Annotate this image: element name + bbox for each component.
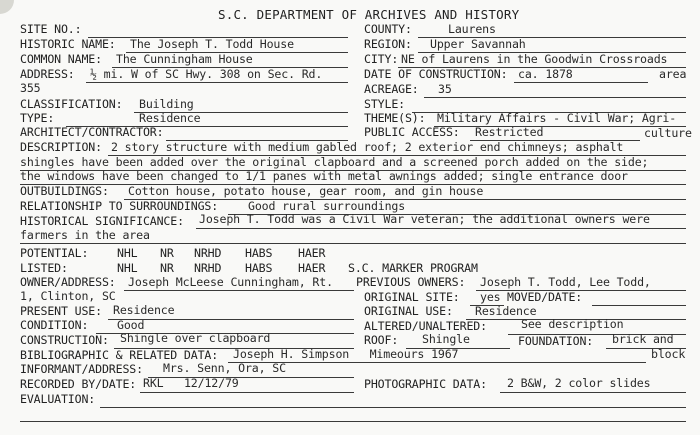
marker-program-label: S.C. MARKER PROGRAM — [348, 261, 478, 275]
date-construction-line — [514, 82, 648, 83]
historical-significance-rule-1 — [196, 228, 686, 229]
informant-value: Mrs. Senn, Ora, SC — [163, 361, 286, 375]
moved-date-line — [592, 305, 686, 306]
historical-significance-label: HISTORICAL SIGNIFICANCE: — [20, 214, 184, 228]
photographic-value: 2 B&W, 2 color slides — [507, 376, 651, 390]
architect-label: ARCHITECT/CONTRACTOR: — [20, 125, 164, 139]
evaluation-label: EVALUATION: — [20, 392, 96, 406]
original-site-label: ORIGINAL SITE: — [364, 290, 460, 304]
outbuildings-label: OUTBUILDINGS: — [20, 184, 109, 198]
owner-address-line — [124, 290, 354, 291]
original-site-value: yes — [480, 290, 501, 304]
address-line — [86, 82, 348, 83]
date-construction-value: ca. 1878 — [518, 67, 573, 81]
county-label: COUNTY: — [364, 22, 412, 36]
date-construction-label: DATE OF CONSTRUCTION: — [364, 67, 508, 81]
foundation-value: brick and — [612, 332, 674, 346]
condition-label: CONDITION: — [20, 318, 89, 332]
construction-label: CONSTRUCTION: — [20, 333, 109, 347]
type-value: Residence — [139, 111, 201, 125]
form-header: S.C. DEPARTMENT OF ARCHIVES AND HISTORY — [218, 7, 520, 22]
evaluation-line-2 — [20, 421, 686, 422]
acreage-label: ACREAGE: — [364, 82, 419, 96]
listed-option-nrhd: NRHD — [194, 261, 222, 275]
roof-label: ROOF: — [364, 333, 399, 347]
region-label: REGION: — [364, 37, 412, 51]
address-value-continued: 355 — [20, 81, 41, 95]
condition-value: Good — [117, 318, 145, 332]
listed-option-nr: NR — [160, 261, 174, 275]
evaluation-line — [100, 407, 686, 408]
historical-significance-rule-2 — [20, 243, 686, 244]
classification-label: CLASSIFICATION: — [20, 97, 123, 111]
theme-value: Military Affairs - Civil War; Agri- — [437, 111, 677, 125]
acreage-value: 35 — [438, 82, 452, 96]
classification-value: Building — [139, 97, 194, 111]
photographic-label: PHOTOGRAPHIC DATA: — [364, 377, 487, 391]
potential-option-nhl: NHL — [117, 246, 138, 260]
public-access-value: Restricted — [475, 125, 544, 139]
city-label: CITY: — [364, 52, 399, 66]
informant-label: INFORMANT/ADDRESS: — [20, 362, 143, 376]
historical-significance-line-2: farmers in the area — [20, 228, 150, 242]
altered-value: See description — [521, 317, 624, 331]
foundation-value-continued: block — [651, 347, 686, 361]
bibliographic-value: Joseph H. Simpson Mimeours 1967 — [233, 347, 459, 361]
relationship-value: Good rural surroundings — [248, 199, 406, 213]
outbuildings-value: Cotton house, potato house, gear room, and gin house — [128, 184, 484, 198]
historic-name-value: The Joseph T. Todd House — [130, 37, 294, 51]
roof-value: Shingle — [422, 332, 470, 346]
county-value: Laurens — [448, 22, 496, 36]
potential-option-haer: HAER — [298, 246, 326, 260]
bibliographic-label: BIBLIOGRAPHIC & RELATED DATA: — [20, 348, 219, 362]
recorded-by-value: RKL 12/12/79 — [143, 376, 239, 390]
owner-address-continued: 1, Clinton, SC — [20, 289, 116, 303]
owner-address-label: OWNER/ADDRESS: — [20, 275, 116, 289]
owner-address-value: Joseph McLeese Cunningham, Rt. — [128, 275, 333, 289]
acreage-line — [424, 97, 686, 98]
original-use-value: Residence — [475, 304, 537, 318]
description-label: DESCRIPTION: — [20, 140, 102, 154]
recorded-by-label: RECORDED BY/DATE: — [20, 377, 137, 391]
theme-label: THEME(S): — [364, 111, 426, 125]
common-name-label: COMMON NAME: — [20, 52, 102, 66]
type-label: TYPE: — [20, 111, 55, 125]
present-use-label: PRESENT USE: — [20, 304, 102, 318]
listed-label: LISTED: — [20, 261, 68, 275]
present-use-value: Residence — [113, 303, 175, 317]
listed-option-nhl: NHL — [117, 261, 138, 275]
construction-value: Shingle over clapboard — [120, 331, 271, 345]
bibliographic-line — [228, 362, 646, 363]
region-value: Upper Savannah — [430, 37, 526, 51]
city-value-continued: area — [659, 67, 687, 81]
description-line-1: 2 story structure with medium gabled roof; 2 exterior end chimneys; asphalt — [111, 140, 624, 154]
historical-significance-line-1: Joseph T. Todd was a Civil War veteran; the additional owners were — [199, 212, 650, 226]
present-use-line — [108, 319, 354, 320]
address-label: ADDRESS: — [20, 67, 75, 81]
moved-date-label: MOVED/DATE: — [507, 290, 583, 304]
listed-option-habs: HABS — [245, 261, 273, 275]
description-line-3: the windows have been changed to 1/1 panes with metal awnings added; single entrance door — [20, 169, 628, 183]
description-line-2: shingles have been added over the original clapboard and a screened porch added on the side; — [20, 155, 649, 169]
previous-owners-value: Joseph T. Todd, Lee Todd, — [480, 275, 651, 289]
style-label: STYLE: — [364, 97, 405, 111]
potential-option-nr: NR — [160, 246, 174, 260]
site-no-label: SITE NO.: — [20, 22, 82, 36]
public-access-label: PUBLIC ACCESS: — [364, 125, 460, 139]
potential-option-nrhd: NRHD — [194, 246, 222, 260]
original-use-label: ORIGINAL USE: — [364, 304, 453, 318]
historic-name-label: HISTORIC NAME: — [20, 37, 116, 51]
photographic-line — [500, 392, 686, 393]
listed-option-haer: HAER — [298, 261, 326, 275]
city-value: NE of Laurens in the Goodwin Crossroads — [401, 52, 668, 66]
relationship-label: RELATIONSHIP TO SURROUNDINGS: — [20, 199, 219, 213]
previous-owners-label: PREVIOUS OWNERS: — [356, 275, 466, 289]
potential-option-habs: HABS — [245, 246, 273, 260]
foundation-label: FOUNDATION: — [518, 334, 594, 348]
theme-value-continued: culture — [644, 126, 692, 140]
address-value: ½ mi. W of SC Hwy. 308 on Sec. Rd. — [90, 67, 323, 81]
potential-label: POTENTIAL: — [20, 246, 89, 260]
altered-label: ALTERED/UNALTERED: — [364, 319, 487, 333]
common-name-value: The Cunningham House — [116, 52, 253, 66]
recorded-by-line — [140, 392, 354, 393]
page-corner — [0, 0, 14, 14]
